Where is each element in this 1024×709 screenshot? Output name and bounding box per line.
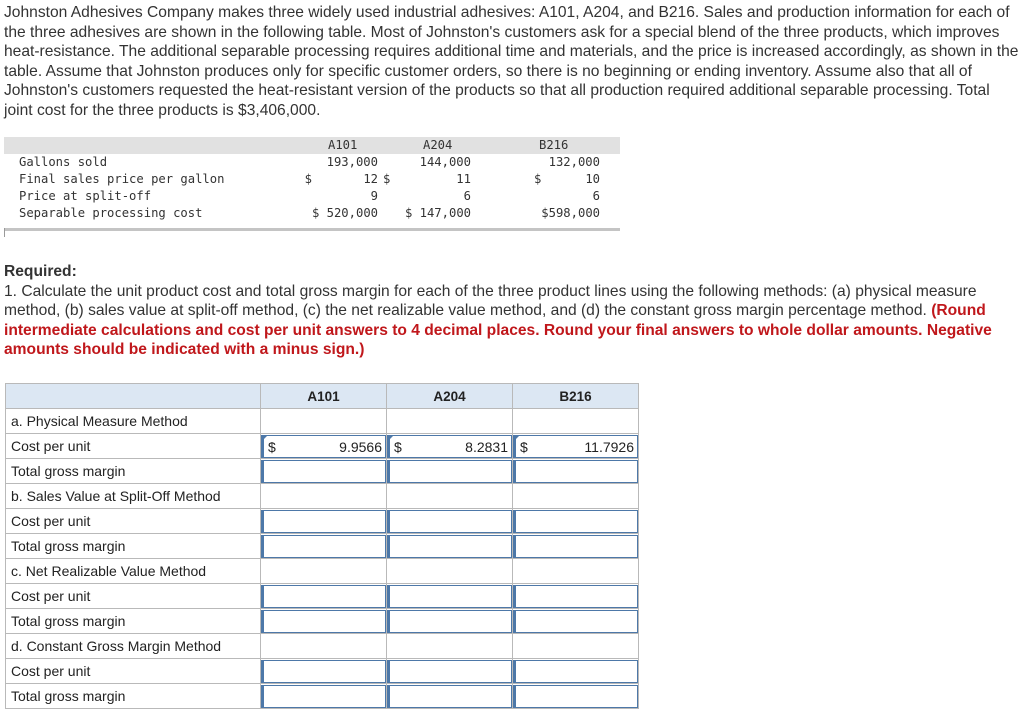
answer-input-a101[interactable] bbox=[261, 510, 386, 533]
answered-flag-icon bbox=[261, 436, 267, 442]
answer-input-a204[interactable] bbox=[387, 585, 512, 608]
given-table-scroll-mark bbox=[4, 228, 5, 237]
answer-input-a101[interactable] bbox=[261, 460, 386, 483]
answer-input-b216[interactable] bbox=[513, 535, 638, 558]
given-cell: 132,000 bbox=[548, 155, 600, 169]
row-label: Total gross margin bbox=[6, 684, 261, 709]
answer-cell-b216 bbox=[513, 409, 639, 434]
given-cell: 9 bbox=[370, 189, 378, 203]
answer-input-a101[interactable] bbox=[261, 610, 386, 633]
row-label: Cost per unit bbox=[6, 659, 261, 684]
answer-header-row bbox=[6, 384, 639, 409]
given-cell: 193,000 bbox=[326, 155, 378, 169]
answered-flag-icon bbox=[387, 436, 393, 442]
problem-intro: Johnston Adhesives Company makes three widely used industrial adhesives: A101, A204, and B216. Sales and production information for each of the three adhesives are shown in the following table. Most of Johnston's customers ask for a special blend of the three products, which improves heat-resistance. The additional separable processing requires additional time and materials, and the price is increased accordingly, as shown in the table. Assume that Johnston produces only for specific customer orders, so there is no beginning or ending inventory. Assume also that all of Johnston's customers requested the heat-resistant version of the products so that all production required additional separable processing. Total joint cost for the three products is $3,406,000. bbox=[4, 4, 1019, 119]
answer-cell-a101 bbox=[261, 684, 387, 709]
method-section-row bbox=[6, 484, 639, 509]
answer-cell-b216 bbox=[513, 459, 639, 484]
given-cell: $ 11 bbox=[382, 172, 471, 186]
currency-symbol: $ bbox=[520, 438, 528, 455]
row-label: Total gross margin bbox=[6, 609, 261, 634]
answer-cell-a101 bbox=[261, 559, 387, 584]
answer-cell-a204 bbox=[387, 509, 513, 534]
rounding-instructions: (Round intermediate calculations and cost per unit answers to 4 decimal places. Round your final answers to whole dollar amounts. Negative amounts should be indicated with a minus sign.) bbox=[4, 302, 992, 358]
answer-cell-b216 bbox=[513, 559, 639, 584]
answer-input-a204[interactable] bbox=[387, 610, 512, 633]
answer-cell-a101 bbox=[261, 459, 387, 484]
answer-cell-b216 bbox=[513, 684, 639, 709]
answer-cell-a101 bbox=[261, 509, 387, 534]
answer-cell-b216 bbox=[513, 509, 639, 534]
given-col-a101: A101 bbox=[328, 138, 358, 152]
given-col-b216: B216 bbox=[539, 138, 569, 152]
given-row-label: Separable processing cost bbox=[19, 206, 203, 220]
given-cell: 144,000 bbox=[419, 155, 471, 169]
answer-cell-b216 bbox=[513, 434, 639, 459]
answer-col-header-a101: A101 bbox=[261, 384, 387, 409]
answer-cell-a204 bbox=[387, 459, 513, 484]
given-cell: $ 147,000 bbox=[404, 206, 471, 220]
answer-cell-a204 bbox=[387, 434, 513, 459]
given-header-band bbox=[4, 137, 620, 154]
answer-input-a204[interactable] bbox=[387, 510, 512, 533]
answer-input-b216[interactable] bbox=[513, 510, 638, 533]
answer-cell-b216 bbox=[513, 584, 639, 609]
answer-input-a204[interactable] bbox=[387, 685, 512, 708]
answer-cell-b216 bbox=[513, 534, 639, 559]
answer-input-row bbox=[6, 584, 639, 609]
row-label: Cost per unit bbox=[6, 509, 261, 534]
answer-cell-b216 bbox=[513, 484, 639, 509]
given-cell: $ 10 bbox=[533, 172, 600, 186]
answer-col-header-a204: A204 bbox=[387, 384, 513, 409]
answer-input-b216[interactable] bbox=[513, 685, 638, 708]
given-col-a204: A204 bbox=[423, 138, 453, 152]
answer-input-a204[interactable] bbox=[387, 660, 512, 683]
method-label: d. Constant Gross Margin Method bbox=[6, 634, 261, 659]
answer-cell-a204 bbox=[387, 684, 513, 709]
answer-input-row bbox=[6, 434, 639, 459]
answer-input-a101[interactable] bbox=[261, 585, 386, 608]
answer-header-corner bbox=[6, 384, 261, 409]
given-cell: $598,000 bbox=[541, 206, 600, 220]
required-section bbox=[4, 262, 1020, 360]
given-cell: $ 520,000 bbox=[311, 206, 378, 220]
answer-value: 8.2831 bbox=[465, 438, 508, 455]
answer-cell-b216 bbox=[513, 659, 639, 684]
required-text-block bbox=[4, 282, 1020, 360]
answer-cell-a204 bbox=[387, 484, 513, 509]
given-cell: $ 12 bbox=[304, 172, 378, 186]
method-section-row bbox=[6, 634, 639, 659]
answer-input-row bbox=[6, 659, 639, 684]
answer-cell-a101 bbox=[261, 609, 387, 634]
given-data-table bbox=[4, 137, 620, 231]
answer-input-row bbox=[6, 459, 639, 484]
required-heading: Required: bbox=[4, 263, 77, 280]
answer-cell-a101 bbox=[261, 634, 387, 659]
row-label: Cost per unit bbox=[6, 584, 261, 609]
answer-input-b216[interactable] bbox=[513, 435, 638, 458]
answer-input-a204[interactable] bbox=[387, 535, 512, 558]
given-table-bottom-rule bbox=[4, 228, 620, 231]
answer-input-a101[interactable] bbox=[261, 685, 386, 708]
answer-cell-a204 bbox=[387, 559, 513, 584]
answer-cell-a101 bbox=[261, 409, 387, 434]
answer-cell-a101 bbox=[261, 534, 387, 559]
answer-col-header-b216: B216 bbox=[513, 384, 639, 409]
answered-flag-icon bbox=[513, 436, 519, 442]
answer-input-b216[interactable] bbox=[513, 460, 638, 483]
answer-input-a101[interactable] bbox=[261, 435, 386, 458]
answer-input-row bbox=[6, 509, 639, 534]
answer-cell-a101 bbox=[261, 434, 387, 459]
method-label: c. Net Realizable Value Method bbox=[6, 559, 261, 584]
answer-cell-a101 bbox=[261, 484, 387, 509]
required-question: 1. Calculate the unit product cost and total gross margin for each of the three product lines using the following methods: (a) physical measure method, (b) sales value at split-off method, (c) the net realizable value method, and (d) the constant gross margin percentage method. bbox=[4, 282, 977, 319]
answer-cell-a204 bbox=[387, 659, 513, 684]
given-row-label: Gallons sold bbox=[19, 155, 108, 169]
answer-cell-b216 bbox=[513, 634, 639, 659]
answer-input-row bbox=[6, 684, 639, 709]
answer-input-row bbox=[6, 534, 639, 559]
method-label: b. Sales Value at Split-Off Method bbox=[6, 484, 261, 509]
given-cell: 6 bbox=[592, 189, 600, 203]
answer-input-b216[interactable] bbox=[513, 585, 638, 608]
answer-input-b216[interactable] bbox=[513, 610, 638, 633]
method-label: a. Physical Measure Method bbox=[6, 409, 261, 434]
answer-cell-a204 bbox=[387, 634, 513, 659]
row-label: Total gross margin bbox=[6, 534, 261, 559]
answer-cell-a101 bbox=[261, 659, 387, 684]
answer-input-a101[interactable] bbox=[261, 535, 386, 558]
method-section-row bbox=[6, 409, 639, 434]
answer-value: 11.7926 bbox=[584, 438, 634, 455]
given-row-label: Final sales price per gallon bbox=[19, 172, 225, 186]
row-label: Cost per unit bbox=[6, 434, 261, 459]
answer-cell-a204 bbox=[387, 584, 513, 609]
answer-value: 9.9566 bbox=[339, 438, 382, 455]
answer-cell-a101 bbox=[261, 584, 387, 609]
answer-cell-b216 bbox=[513, 609, 639, 634]
answer-input-a204[interactable] bbox=[387, 460, 512, 483]
method-section-row bbox=[6, 559, 639, 584]
answer-input-a204[interactable] bbox=[387, 435, 512, 458]
given-cell: 6 bbox=[463, 189, 471, 203]
answer-cell-a204 bbox=[387, 409, 513, 434]
answer-input-a101[interactable] bbox=[261, 660, 386, 683]
answer-table bbox=[5, 383, 639, 709]
given-row-label: Price at split-off bbox=[19, 189, 152, 203]
answer-input-b216[interactable] bbox=[513, 660, 638, 683]
answer-input-row bbox=[6, 609, 639, 634]
currency-symbol: $ bbox=[394, 438, 402, 455]
currency-symbol: $ bbox=[268, 438, 276, 455]
answer-cell-a204 bbox=[387, 609, 513, 634]
row-label: Total gross margin bbox=[6, 459, 261, 484]
answer-cell-a204 bbox=[387, 534, 513, 559]
